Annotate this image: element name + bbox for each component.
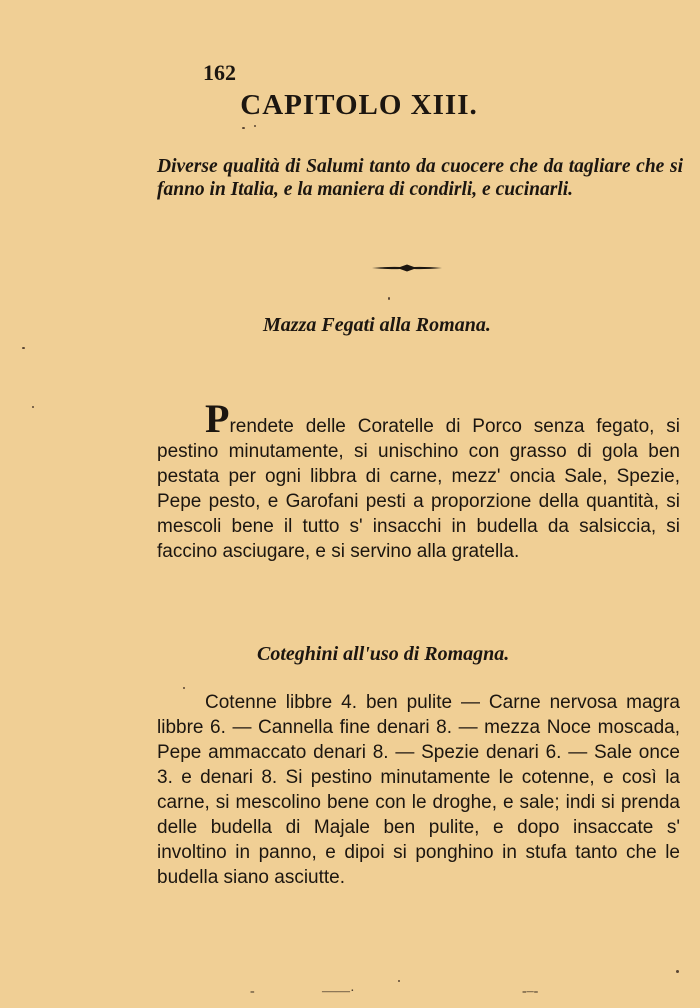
paper-speck	[22, 347, 25, 349]
paper-speck	[32, 406, 34, 408]
recipe-title-coteghini: Coteghini all'uso di Romagna.	[257, 643, 510, 665]
footer-mark: ——·	[322, 984, 355, 999]
paper-speck	[398, 980, 400, 982]
ornament-rule	[372, 264, 442, 272]
page-number: 162	[203, 60, 236, 85]
chapter-subtitle: Diverse qualità di Salumi tanto da cuocere che da tagliare che si fanno in Italia, e la maniera di condirli, e cucinarli.	[157, 156, 683, 200]
chapter-title: CAPITOLO XIII.	[240, 89, 478, 121]
paper-speck	[676, 970, 679, 973]
recipe-text-coteghini: Cotenne libbre 4. ben pulite — Carne nervosa magra libbre 6. — Cannella fine denari 8. — mezza Noce moscada, Pepe ammaccato denari 8. — Spezie denari 6. — Sale once 3. e denari 8. Si pestino minutamente le cotenne, e così la carne, si mescolino bene con le droghe, e sale; indi si prenda delle budella di Majale ben pulite, e dopo insaccate s' involtino in panno, e dipoi si ponghino in stufa tanto che le budella siano asciutte.	[157, 692, 680, 888]
footer-mark: -‒-	[522, 984, 539, 999]
paper-speck	[254, 125, 256, 127]
paper-speck	[242, 127, 245, 129]
recipe-text-mazza-fegati: Prendete delle Coratelle di Porco senza fegato, si pestino minutamente, si unischino con grasso di gola ben pestata per ogni libbra di carne, mezz' oncia Sale, Spezie, Pepe pesto, e Garofani pesti a proporzione della quantità, si mescoli bene il tutto s' insacchi in budella da salsiccia, si faccino asciugare, e si servino alla gratella.	[157, 396, 680, 562]
footer-mark: -	[250, 984, 255, 999]
paper-speck	[183, 687, 185, 689]
paper-speck	[388, 297, 390, 300]
recipe-title-mazza-fegati: Mazza Fegati alla Romana.	[263, 314, 491, 336]
